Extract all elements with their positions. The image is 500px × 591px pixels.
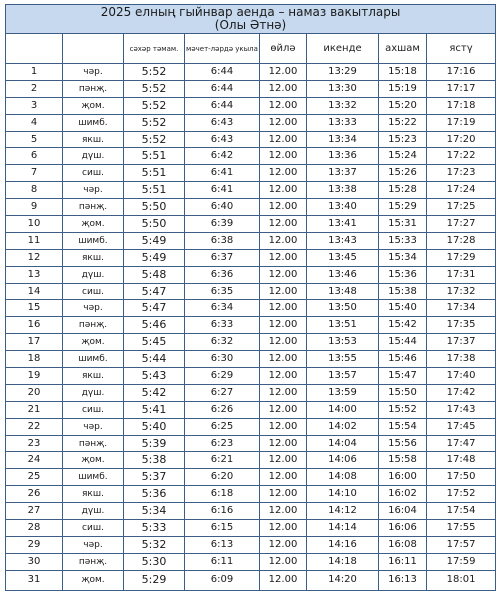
header-ikende: икенде	[307, 34, 379, 64]
ikende-time-cell: 13:57	[307, 368, 379, 385]
mechet-time-cell: 6:44	[185, 97, 260, 114]
ahsham-time-cell: 16:13	[379, 570, 427, 590]
oila-time-cell: 12.00	[260, 249, 307, 266]
day-number-cell: 20	[6, 384, 63, 401]
sahar-time-cell: 5:39	[124, 435, 185, 452]
ahsham-time-cell: 15:40	[379, 300, 427, 317]
ikende-time-cell: 14:18	[307, 553, 379, 570]
ahsham-time-cell: 15:26	[379, 165, 427, 182]
mechet-time-cell: 6:39	[185, 216, 260, 233]
mechet-time-cell: 6:35	[185, 283, 260, 300]
oila-time-cell: 12.00	[260, 64, 307, 81]
mechet-time-cell: 6:11	[185, 553, 260, 570]
weekday-cell: чәр.	[63, 64, 124, 81]
oila-time-cell: 12.00	[260, 283, 307, 300]
sahar-time-cell: 5:32	[124, 536, 185, 553]
oila-time-cell: 12.00	[260, 570, 307, 590]
ikende-time-cell: 13:41	[307, 216, 379, 233]
sahar-time-cell: 5:52	[124, 80, 185, 97]
day-number-cell: 3	[6, 97, 63, 114]
weekday-cell: дүш.	[63, 503, 124, 520]
ikende-time-cell: 13:51	[307, 317, 379, 334]
table-row	[6, 486, 496, 503]
ikende-time-cell: 13:43	[307, 232, 379, 249]
ahsham-time-cell: 15:52	[379, 401, 427, 418]
day-number-cell: 10	[6, 216, 63, 233]
weekday-cell: сиш.	[63, 401, 124, 418]
day-number-cell: 18	[6, 351, 63, 368]
yastu-time-cell: 17:27	[427, 216, 496, 233]
sahar-time-cell: 5:46	[124, 317, 185, 334]
oila-time-cell: 12.00	[260, 182, 307, 199]
table-row	[6, 249, 496, 266]
ahsham-time-cell: 15:19	[379, 80, 427, 97]
ahsham-time-cell: 15:34	[379, 249, 427, 266]
yastu-time-cell: 17:32	[427, 283, 496, 300]
yastu-time-cell: 17:38	[427, 351, 496, 368]
ikende-time-cell: 14:00	[307, 401, 379, 418]
ahsham-time-cell: 16:04	[379, 503, 427, 520]
ikende-time-cell: 14:16	[307, 536, 379, 553]
mechet-time-cell: 6:43	[185, 114, 260, 131]
yastu-time-cell: 17:43	[427, 401, 496, 418]
oila-time-cell: 12.00	[260, 503, 307, 520]
day-number-cell: 2	[6, 80, 63, 97]
ikende-time-cell: 14:10	[307, 486, 379, 503]
table-row	[6, 266, 496, 283]
sahar-time-cell: 5:41	[124, 401, 185, 418]
table-row	[6, 520, 496, 537]
weekday-cell: дүш.	[63, 148, 124, 165]
sahar-time-cell: 5:51	[124, 182, 185, 199]
day-number-cell: 14	[6, 283, 63, 300]
yastu-time-cell: 17:55	[427, 520, 496, 537]
mechet-time-cell: 6:27	[185, 384, 260, 401]
sahar-time-cell: 5:52	[124, 114, 185, 131]
sahar-time-cell: 5:50	[124, 199, 185, 216]
sahar-time-cell: 5:30	[124, 553, 185, 570]
ahsham-time-cell: 15:47	[379, 368, 427, 385]
ikende-time-cell: 13:48	[307, 283, 379, 300]
sahar-time-cell: 5:52	[124, 131, 185, 148]
table-row	[6, 435, 496, 452]
oila-time-cell: 12.00	[260, 536, 307, 553]
sahar-time-cell: 5:52	[124, 97, 185, 114]
day-number-cell: 30	[6, 553, 63, 570]
day-number-cell: 11	[6, 232, 63, 249]
weekday-cell: җом.	[63, 216, 124, 233]
header-weekday	[63, 34, 124, 64]
ahsham-time-cell: 15:23	[379, 131, 427, 148]
ahsham-time-cell: 15:58	[379, 452, 427, 469]
mechet-time-cell: 6:40	[185, 199, 260, 216]
prayer-times-sheet	[5, 4, 495, 591]
weekday-cell: сиш.	[63, 520, 124, 537]
prayer-times-table	[5, 4, 496, 591]
weekday-cell: пәнҗ.	[63, 553, 124, 570]
sahar-time-cell: 5:37	[124, 469, 185, 486]
ahsham-time-cell: 16:00	[379, 469, 427, 486]
ahsham-time-cell: 15:28	[379, 182, 427, 199]
oila-time-cell: 12.00	[260, 452, 307, 469]
yastu-time-cell: 17:54	[427, 503, 496, 520]
header-yastu: ястү	[427, 34, 496, 64]
header-mechet: мәчет-ләрдә укыла	[185, 34, 260, 64]
mechet-time-cell: 6:44	[185, 64, 260, 81]
column-header-row	[6, 34, 496, 64]
sahar-time-cell: 5:34	[124, 503, 185, 520]
sahar-time-cell: 5:36	[124, 486, 185, 503]
mechet-time-cell: 6:42	[185, 148, 260, 165]
day-number-cell: 19	[6, 368, 63, 385]
day-number-cell: 15	[6, 300, 63, 317]
title-main: 2025 елның гыйнвар аенда – намаз вакытлары	[100, 5, 401, 19]
ikende-time-cell: 13:29	[307, 64, 379, 81]
mechet-time-cell: 6:41	[185, 182, 260, 199]
mechet-time-cell: 6:09	[185, 570, 260, 590]
table-row	[6, 334, 496, 351]
yastu-time-cell: 18:01	[427, 570, 496, 590]
table-row	[6, 80, 496, 97]
day-number-cell: 13	[6, 266, 63, 283]
mechet-time-cell: 6:13	[185, 536, 260, 553]
day-number-cell: 12	[6, 249, 63, 266]
ahsham-time-cell: 15:29	[379, 199, 427, 216]
day-number-cell: 31	[6, 570, 63, 590]
ikende-time-cell: 14:12	[307, 503, 379, 520]
sahar-time-cell: 5:33	[124, 520, 185, 537]
weekday-cell: дүш.	[63, 266, 124, 283]
oila-time-cell: 12.00	[260, 418, 307, 435]
mechet-time-cell: 6:15	[185, 520, 260, 537]
ikende-time-cell: 13:50	[307, 300, 379, 317]
yastu-time-cell: 17:52	[427, 486, 496, 503]
weekday-cell: чәр.	[63, 418, 124, 435]
day-number-cell: 4	[6, 114, 63, 131]
oila-time-cell: 12.00	[260, 435, 307, 452]
mechet-time-cell: 6:29	[185, 368, 260, 385]
day-number-cell: 25	[6, 469, 63, 486]
ahsham-time-cell: 15:31	[379, 216, 427, 233]
ikende-time-cell: 13:53	[307, 334, 379, 351]
mechet-time-cell: 6:16	[185, 503, 260, 520]
header-oila: өйлә	[260, 34, 307, 64]
oila-time-cell: 12.00	[260, 384, 307, 401]
ikende-time-cell: 13:34	[307, 131, 379, 148]
table-row	[6, 182, 496, 199]
mechet-time-cell: 6:23	[185, 435, 260, 452]
oila-time-cell: 12.00	[260, 486, 307, 503]
oila-time-cell: 12.00	[260, 317, 307, 334]
oila-time-cell: 12.00	[260, 131, 307, 148]
weekday-cell: пәнҗ.	[63, 199, 124, 216]
ikende-time-cell: 13:59	[307, 384, 379, 401]
oila-time-cell: 12.00	[260, 520, 307, 537]
mechet-time-cell: 6:21	[185, 452, 260, 469]
mechet-time-cell: 6:36	[185, 266, 260, 283]
mechet-time-cell: 6:32	[185, 334, 260, 351]
mechet-time-cell: 6:34	[185, 300, 260, 317]
yastu-time-cell: 17:59	[427, 553, 496, 570]
yastu-time-cell: 17:42	[427, 384, 496, 401]
day-number-cell: 7	[6, 165, 63, 182]
ikende-time-cell: 14:02	[307, 418, 379, 435]
table-row	[6, 469, 496, 486]
ikende-time-cell: 13:30	[307, 80, 379, 97]
day-number-cell: 24	[6, 452, 63, 469]
day-number-cell: 29	[6, 536, 63, 553]
sahar-time-cell: 5:51	[124, 148, 185, 165]
ahsham-time-cell: 15:44	[379, 334, 427, 351]
table-row	[6, 384, 496, 401]
weekday-cell: шимб.	[63, 469, 124, 486]
weekday-cell: шимб.	[63, 114, 124, 131]
ahsham-time-cell: 15:56	[379, 435, 427, 452]
ikende-time-cell: 13:40	[307, 199, 379, 216]
table-row	[6, 97, 496, 114]
sahar-time-cell: 5:49	[124, 232, 185, 249]
yastu-time-cell: 17:47	[427, 435, 496, 452]
ahsham-time-cell: 15:18	[379, 64, 427, 81]
sahar-time-cell: 5:44	[124, 351, 185, 368]
oila-time-cell: 12.00	[260, 165, 307, 182]
weekday-cell: якш.	[63, 249, 124, 266]
weekday-cell: җом.	[63, 97, 124, 114]
yastu-time-cell: 17:37	[427, 334, 496, 351]
table-row	[6, 131, 496, 148]
oila-time-cell: 12.00	[260, 97, 307, 114]
weekday-cell: якш.	[63, 368, 124, 385]
mechet-time-cell: 6:20	[185, 469, 260, 486]
ikende-time-cell: 13:33	[307, 114, 379, 131]
ikende-time-cell: 13:36	[307, 148, 379, 165]
table-row	[6, 232, 496, 249]
yastu-time-cell: 17:48	[427, 452, 496, 469]
ahsham-time-cell: 15:22	[379, 114, 427, 131]
yastu-time-cell: 17:50	[427, 469, 496, 486]
sahar-time-cell: 5:45	[124, 334, 185, 351]
weekday-cell: пәнҗ.	[63, 317, 124, 334]
oila-time-cell: 12.00	[260, 300, 307, 317]
yastu-time-cell: 17:22	[427, 148, 496, 165]
yastu-time-cell: 17:25	[427, 199, 496, 216]
ahsham-time-cell: 15:46	[379, 351, 427, 368]
weekday-cell: чәр.	[63, 536, 124, 553]
mechet-time-cell: 6:37	[185, 249, 260, 266]
ahsham-time-cell: 16:08	[379, 536, 427, 553]
mechet-time-cell: 6:41	[185, 165, 260, 182]
ahsham-time-cell: 15:20	[379, 97, 427, 114]
sahar-time-cell: 5:47	[124, 283, 185, 300]
oila-time-cell: 12.00	[260, 351, 307, 368]
ikende-time-cell: 13:46	[307, 266, 379, 283]
table-body	[6, 64, 496, 591]
mechet-time-cell: 6:26	[185, 401, 260, 418]
weekday-cell: җом.	[63, 452, 124, 469]
sahar-time-cell: 5:51	[124, 165, 185, 182]
yastu-time-cell: 17:24	[427, 182, 496, 199]
table-row	[6, 317, 496, 334]
mechet-time-cell: 6:44	[185, 80, 260, 97]
oila-time-cell: 12.00	[260, 368, 307, 385]
day-number-cell: 6	[6, 148, 63, 165]
sahar-time-cell: 5:50	[124, 216, 185, 233]
weekday-cell: пәнҗ.	[63, 435, 124, 452]
weekday-cell: шимб.	[63, 232, 124, 249]
oila-time-cell: 12.00	[260, 148, 307, 165]
table-row	[6, 283, 496, 300]
day-number-cell: 23	[6, 435, 63, 452]
oila-time-cell: 12.00	[260, 232, 307, 249]
yastu-time-cell: 17:20	[427, 131, 496, 148]
table-row	[6, 401, 496, 418]
sahar-time-cell: 5:29	[124, 570, 185, 590]
weekday-cell: шимб.	[63, 351, 124, 368]
ikende-time-cell: 13:37	[307, 165, 379, 182]
header-sahar: сәхәр тәмам.	[124, 34, 185, 64]
weekday-cell: пәнҗ.	[63, 80, 124, 97]
ikende-time-cell: 13:55	[307, 351, 379, 368]
ikende-time-cell: 14:20	[307, 570, 379, 590]
yastu-time-cell: 17:29	[427, 249, 496, 266]
table-row	[6, 570, 496, 590]
table-row	[6, 216, 496, 233]
ikende-time-cell: 13:45	[307, 249, 379, 266]
oila-time-cell: 12.00	[260, 553, 307, 570]
mechet-time-cell: 6:30	[185, 351, 260, 368]
weekday-cell: җом.	[63, 334, 124, 351]
header-number	[6, 34, 63, 64]
mechet-time-cell: 6:38	[185, 232, 260, 249]
ahsham-time-cell: 15:33	[379, 232, 427, 249]
weekday-cell: сиш.	[63, 165, 124, 182]
day-number-cell: 21	[6, 401, 63, 418]
yastu-time-cell: 17:57	[427, 536, 496, 553]
sahar-time-cell: 5:49	[124, 249, 185, 266]
ahsham-time-cell: 15:38	[379, 283, 427, 300]
yastu-time-cell: 17:28	[427, 232, 496, 249]
oila-time-cell: 12.00	[260, 199, 307, 216]
ahsham-time-cell: 16:11	[379, 553, 427, 570]
table-row	[6, 199, 496, 216]
table-row	[6, 300, 496, 317]
ahsham-time-cell: 16:06	[379, 520, 427, 537]
title-location: (Олы Әтнә)	[214, 18, 287, 32]
oila-time-cell: 12.00	[260, 401, 307, 418]
sahar-time-cell: 5:38	[124, 452, 185, 469]
ikende-time-cell: 13:32	[307, 97, 379, 114]
yastu-time-cell: 17:16	[427, 64, 496, 81]
sahar-time-cell: 5:52	[124, 64, 185, 81]
table-title	[6, 5, 496, 34]
weekday-cell: чәр.	[63, 300, 124, 317]
table-row	[6, 503, 496, 520]
day-number-cell: 26	[6, 486, 63, 503]
weekday-cell: чәр.	[63, 182, 124, 199]
table-row	[6, 418, 496, 435]
table-row	[6, 368, 496, 385]
ahsham-time-cell: 15:24	[379, 148, 427, 165]
day-number-cell: 17	[6, 334, 63, 351]
ikende-time-cell: 13:38	[307, 182, 379, 199]
mechet-time-cell: 6:33	[185, 317, 260, 334]
ahsham-time-cell: 16:02	[379, 486, 427, 503]
mechet-time-cell: 6:18	[185, 486, 260, 503]
ahsham-time-cell: 15:54	[379, 418, 427, 435]
sahar-time-cell: 5:48	[124, 266, 185, 283]
weekday-cell: җом.	[63, 570, 124, 590]
sahar-time-cell: 5:42	[124, 384, 185, 401]
day-number-cell: 28	[6, 520, 63, 537]
ahsham-time-cell: 15:42	[379, 317, 427, 334]
table-row	[6, 148, 496, 165]
yastu-time-cell: 17:40	[427, 368, 496, 385]
day-number-cell: 27	[6, 503, 63, 520]
yastu-time-cell: 17:34	[427, 300, 496, 317]
oila-time-cell: 12.00	[260, 80, 307, 97]
sahar-time-cell: 5:47	[124, 300, 185, 317]
day-number-cell: 16	[6, 317, 63, 334]
ikende-time-cell: 14:04	[307, 435, 379, 452]
oila-time-cell: 12.00	[260, 216, 307, 233]
weekday-cell: якш.	[63, 486, 124, 503]
table-row	[6, 351, 496, 368]
day-number-cell: 5	[6, 131, 63, 148]
table-row	[6, 536, 496, 553]
header-ahsham: ахшам	[379, 34, 427, 64]
sahar-time-cell: 5:43	[124, 368, 185, 385]
day-number-cell: 1	[6, 64, 63, 81]
day-number-cell: 8	[6, 182, 63, 199]
day-number-cell: 22	[6, 418, 63, 435]
weekday-cell: сиш.	[63, 283, 124, 300]
table-row	[6, 452, 496, 469]
table-row	[6, 114, 496, 131]
oila-time-cell: 12.00	[260, 266, 307, 283]
table-row	[6, 165, 496, 182]
day-number-cell: 9	[6, 199, 63, 216]
table-row	[6, 64, 496, 81]
ikende-time-cell: 14:14	[307, 520, 379, 537]
yastu-time-cell: 17:17	[427, 80, 496, 97]
ahsham-time-cell: 15:36	[379, 266, 427, 283]
ikende-time-cell: 14:08	[307, 469, 379, 486]
table-row	[6, 553, 496, 570]
yastu-time-cell: 17:35	[427, 317, 496, 334]
sahar-time-cell: 5:40	[124, 418, 185, 435]
ikende-time-cell: 14:06	[307, 452, 379, 469]
yastu-time-cell: 17:45	[427, 418, 496, 435]
oila-time-cell: 12.00	[260, 334, 307, 351]
yastu-time-cell: 17:23	[427, 165, 496, 182]
mechet-time-cell: 6:25	[185, 418, 260, 435]
mechet-time-cell: 6:43	[185, 131, 260, 148]
yastu-time-cell: 17:31	[427, 266, 496, 283]
weekday-cell: якш.	[63, 131, 124, 148]
yastu-time-cell: 17:18	[427, 97, 496, 114]
oila-time-cell: 12.00	[260, 469, 307, 486]
oila-time-cell: 12.00	[260, 114, 307, 131]
ahsham-time-cell: 15:50	[379, 384, 427, 401]
weekday-cell: дүш.	[63, 384, 124, 401]
yastu-time-cell: 17:19	[427, 114, 496, 131]
